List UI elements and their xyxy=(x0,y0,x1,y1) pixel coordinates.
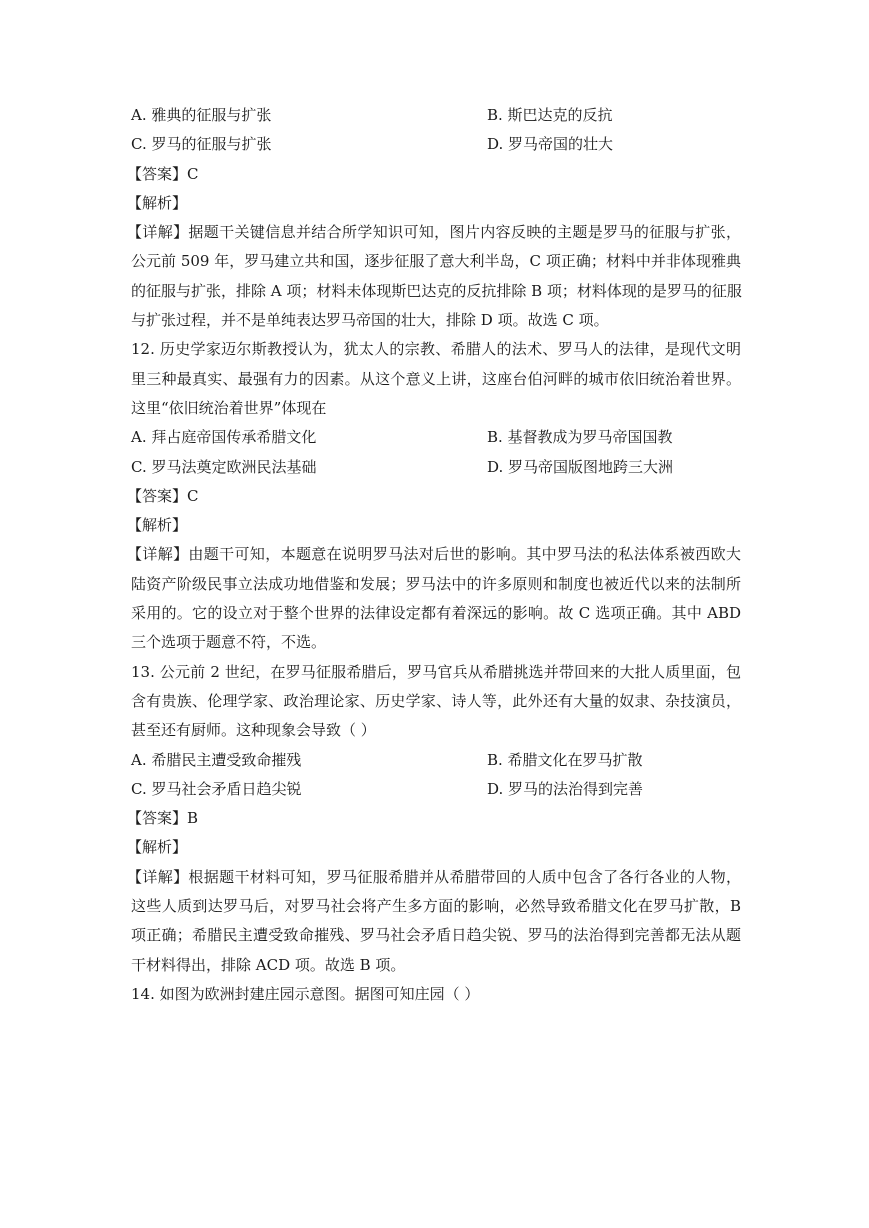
q12-detail-line-1: 【详解】由题干可知，本题意在说明罗马法对后世的影响。其中罗马法的私法体系被西欧大 xyxy=(127,545,741,564)
q12-detail-line-4: 三个选项于题意不符，不选。 xyxy=(131,633,327,652)
q11-detail-line-1: 【详解】据题干关键信息并结合所学知识可知，图片内容反映的主题是罗马的征服与扩张， xyxy=(127,223,741,242)
q11-detail-line-2: 公元前 509 年，罗马建立共和国，逐步征服了意大利半岛，C 项正确；材料中并非体现雅典 xyxy=(131,252,741,271)
q13-analysis-heading: 【解析】 xyxy=(127,838,188,857)
q13-stem-line-1: 13. 公元前 2 世纪，在罗马征服希腊后，罗马官兵从希腊挑选并带回来的大批人质里面，包 xyxy=(131,662,741,681)
q13-detail-line-3: 项正确；希腊民主遭受致命摧残、罗马社会矛盾日趋尖锐、罗马的法治得到完善都无法从题 xyxy=(131,926,741,945)
q12-detail-line-3: 采用的。它的设立对于整个世界的法律设定都有着深远的影响。故 C 选项正确。其中 ABD xyxy=(131,604,741,623)
q12-stem-line-3: 这里“依旧统治着世界”体现在 xyxy=(131,398,327,417)
q13-answer: 【答案】B xyxy=(127,809,199,828)
q12-options-row-1 xyxy=(131,423,741,452)
q11-options-row-2 xyxy=(131,130,741,159)
q11-detail-line-4: 与扩张过程，并不是单纯表达罗马帝国的壮大，排除 D 项。故选 C 项。 xyxy=(131,311,609,330)
q12-answer: 【答案】C xyxy=(127,486,199,505)
q13-option-b[interactable]: B. 希腊文化在罗马扩散 xyxy=(487,750,643,769)
q11-option-d[interactable]: D. 罗马帝国的壮大 xyxy=(487,135,614,154)
q11-options-row-1 xyxy=(131,101,741,130)
q12-option-c[interactable]: C. 罗马法奠定欧洲民法基础 xyxy=(131,457,317,476)
q13-detail-line-1: 【详解】根据题干材料可知，罗马征服希腊并从希腊带回的人质中包含了各行各业的人物， xyxy=(127,867,741,886)
q13-option-d[interactable]: D. 罗马的法治得到完善 xyxy=(487,779,644,798)
q13-stem-line-2: 含有贵族、伦理学家、政治理论家、历史学家、诗人等，此外还有大量的奴隶、杂技演员， xyxy=(131,691,741,710)
q12-stem-line-2: 里三种最真实、最强有力的因素。从这个意义上讲，这座台伯河畔的城市依旧统治着世界。 xyxy=(131,369,741,388)
q12-option-d[interactable]: D. 罗马帝国版图地跨三大洲 xyxy=(487,457,674,476)
q13-detail-line-2: 这些人质到达罗马后，对罗马社会将产生多方面的影响，必然导致希腊文化在罗马扩散，B xyxy=(131,897,741,916)
q11-option-b[interactable]: B. 斯巴达克的反抗 xyxy=(487,106,613,124)
q14-stem: 14. 如图为欧洲封建庄园示意图。据图可知庄园（ ） xyxy=(131,984,480,1003)
q12-stem-line-1: 12. 历史学家迈尔斯教授认为，犹太人的宗教、希腊人的法术、罗马人的法律，是现代文明 xyxy=(131,340,741,359)
q12-option-a[interactable]: A. 拜占庭帝国传承希腊文化 xyxy=(131,428,317,447)
q11-option-c[interactable]: C. 罗马的征服与扩张 xyxy=(131,135,272,154)
q13-stem-line-3: 甚至还有厨师。这种现象会导致（ ） xyxy=(131,721,376,740)
q13-option-c[interactable]: C. 罗马社会矛盾日趋尖锐 xyxy=(131,779,302,798)
q11-option-a[interactable]: A. 雅典的征服与扩张 xyxy=(131,106,272,124)
q11-analysis-heading: 【解析】 xyxy=(127,193,188,212)
q11-answer: 【答案】C xyxy=(127,164,199,183)
q12-options-row-2 xyxy=(131,453,741,482)
q13-options-row-1 xyxy=(131,746,741,775)
q13-option-a[interactable]: A. 希腊民主遭受致命摧残 xyxy=(131,750,302,769)
q11-detail-line-3: 的征服与扩张，排除 A 项；材料未体现斯巴达克的反抗排除 B 项；材料体现的是罗马的征服 xyxy=(131,281,742,300)
q12-analysis-heading: 【解析】 xyxy=(127,516,188,535)
document-page xyxy=(127,101,742,1009)
q13-options-row-2 xyxy=(131,775,741,804)
q12-option-b[interactable]: B. 基督教成为罗马帝国国教 xyxy=(487,428,673,447)
q12-detail-line-2: 陆资产阶级民事立法成功地借鉴和发展；罗马法中的许多原则和制度也被近代以来的法制所 xyxy=(131,574,741,593)
q13-detail-line-4: 干材料得出，排除 ACD 项。故选 B 项。 xyxy=(131,955,406,974)
